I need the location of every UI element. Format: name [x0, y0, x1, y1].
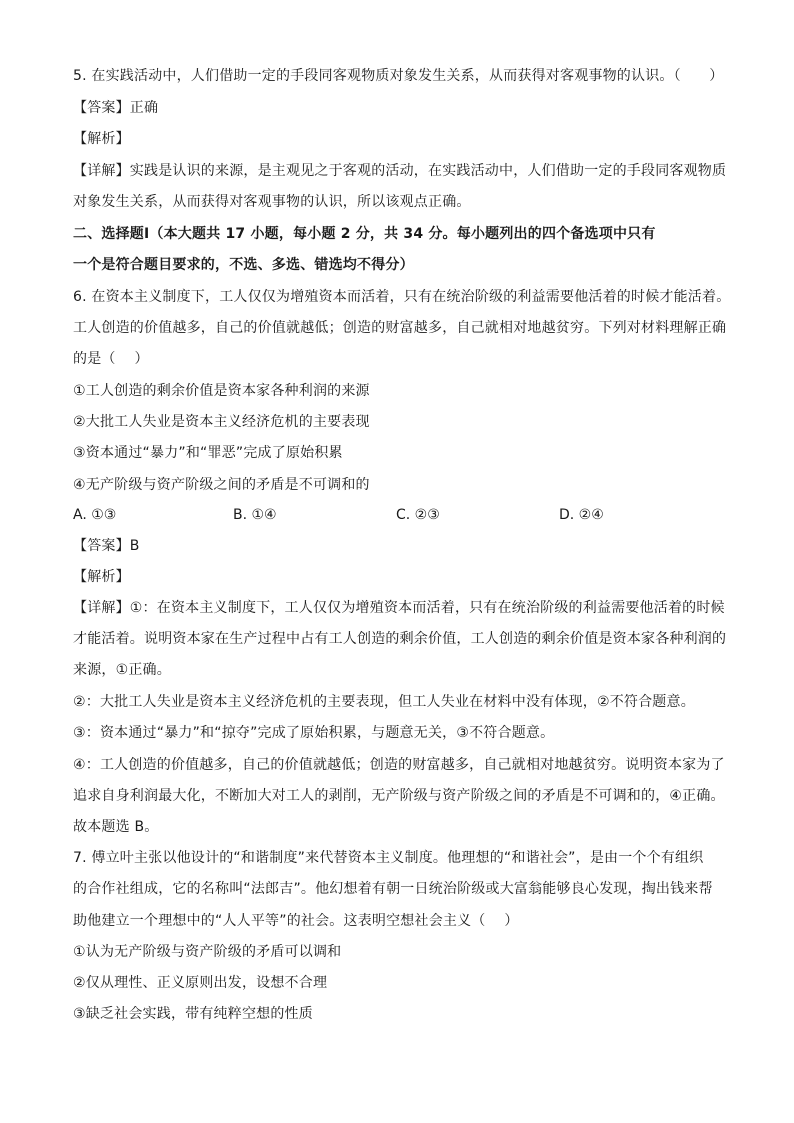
- q7-stem-line: 7. 傅立叶主张以他设计的“和谐制度”来代替资本主义制度。他理想的“和谐社会”，是由一个个有组织: [73, 850, 704, 866]
- q7-option: ③缺乏社会实践，带有纯粹空想的性质: [73, 1006, 313, 1022]
- q6-detail-line: 才能活着。说明资本家在生产过程中占有工人创造的剩余价值，工人创造的剩余价值是资本家各种利润的: [73, 631, 727, 647]
- q6-detail-line: ②：大批工人失业是资本主义经济危机的主要表现，但工人失业在材料中没有体现，②不符合题意。: [73, 694, 695, 710]
- q5-answer: 【答案】正确: [73, 100, 159, 116]
- q5-stem: 5. 在实践活动中，人们借助一定的手段同客观物质对象发生关系，从而获得对客观事物的认识。（ ）: [73, 68, 724, 84]
- q6-choice-a: A. ①③: [73, 507, 117, 523]
- q6-stem-line: 工人创造的价值越多，自己的价值就越低；创造的财富越多，自己就相对地越贫穷。下列对材料理解正确: [73, 320, 727, 336]
- q6-stem-line: 6. 在资本主义制度下，工人仅仅为增殖资本而活着，只有在统治阶级的利益需要他活着的时候才能活着。: [73, 289, 731, 305]
- q5-detail-line: 【详解】实践是认识的来源，是主观见之于客观的活动，在实践活动中，人们借助一定的手段同客观物质: [73, 163, 727, 179]
- q6-detail-line: ③：资本通过“暴力”和“掠夺”完成了原始积累，与题意无关，③不符合题意。: [73, 725, 555, 741]
- q6-option: ②大批工人失业是资本主义经济危机的主要表现: [73, 414, 370, 430]
- q6-detail-line: 故本题选 B。: [73, 819, 159, 835]
- q6-option: ④无产阶级与资产阶级之间的矛盾是不可调和的: [73, 477, 370, 493]
- section2-heading-line: 一个是符合题目要求的，不选、多选、错选均不得分）: [73, 257, 414, 273]
- q6-stem-line: 的是（ ）: [73, 351, 149, 367]
- q6-detail-line: ④：工人创造的价值越多，自己的价值就越低；创造的财富越多，自己就相对地越贫穷。说明资本家为了: [73, 757, 725, 773]
- q6-option: ③资本通过“暴力”和“罪恶”完成了原始积累: [73, 445, 343, 461]
- section2-heading-line: 二、选择题Ⅰ（本大题共 17 小题，每小题 2 分，共 34 分。每小题列出的四个备选项中只有: [73, 226, 656, 242]
- q6-detail-line: 来源，①正确。: [73, 662, 171, 678]
- q6-choice-d: D. ②④: [559, 507, 604, 523]
- q6-detail-line: 追求自身利润最大化，不断加大对工人的剥削，无产阶级与资产阶级之间的矛盾是不可调和的，④正确。: [73, 788, 725, 804]
- q6-detail-line: 【详解】①：在资本主义制度下，工人仅仅为增殖资本而活着，只有在统治阶级的利益需要他活着的时候: [73, 600, 725, 616]
- q7-option: ②仅从理性、正义原则出发，设想不合理: [73, 975, 328, 991]
- q6-answer: 【答案】B: [73, 538, 140, 554]
- q7-option: ①认为无产阶级与资产阶级的矛盾可以调和: [73, 944, 342, 960]
- q7-stem-line: 助他建立一个理想中的“人人平等”的社会。这表明空想社会主义（ ）: [73, 913, 519, 929]
- q6-analysis-label: 【解析】: [73, 569, 130, 585]
- q5-analysis-label: 【解析】: [73, 131, 130, 147]
- q6-choice-c: C. ②③: [396, 507, 440, 523]
- q6-option: ①工人创造的剩余价值是资本家各种利润的来源: [73, 383, 370, 399]
- q5-detail-line: 对象发生关系，从而获得对客观事物的认识，所以该观点正确。: [73, 194, 471, 210]
- q6-choice-b: B. ①④: [233, 507, 277, 523]
- q7-stem-line: 的合作社组成，它的名称叫“法郎吉”。他幻想着有朝一日统治阶级或大富翁能够良心发现，掏出钱来帮: [73, 881, 713, 897]
